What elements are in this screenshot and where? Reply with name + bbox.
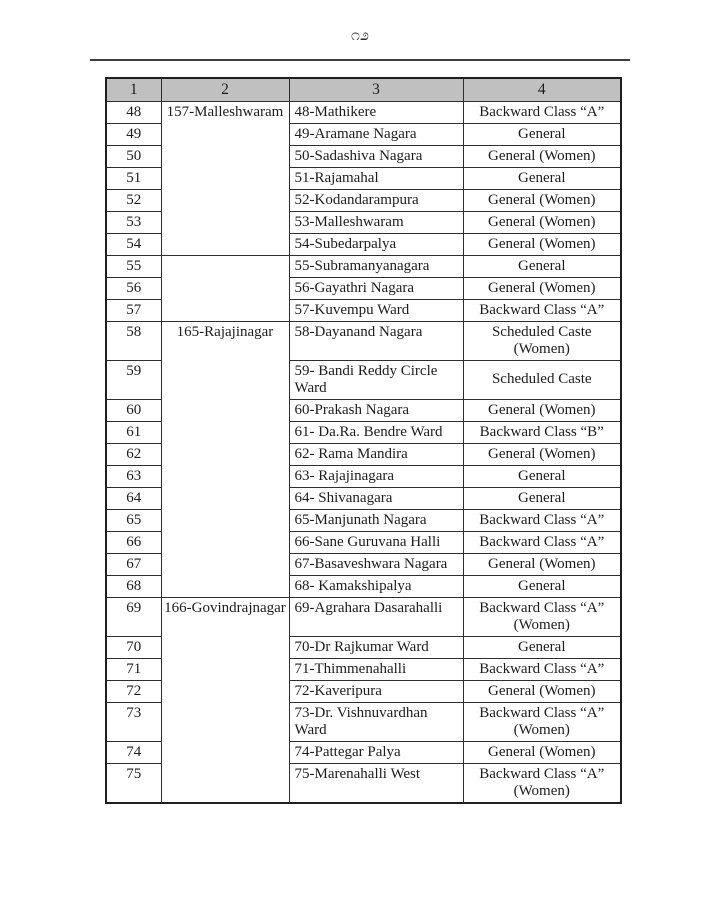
ward-name-cell: 58-Dayanand Nagara	[289, 321, 463, 360]
ward-name-cell: 49-Aramane Nagara	[289, 123, 463, 145]
constituency-cell	[161, 255, 289, 321]
header-rule	[90, 59, 630, 61]
serial-number-cell: 67	[106, 553, 161, 575]
reservation-category-cell: General (Women)	[463, 741, 621, 763]
serial-number-cell: 58	[106, 321, 161, 360]
ward-name-cell: 66-Sane Guruvana Halli	[289, 531, 463, 553]
table-row	[106, 101, 621, 123]
ward-name-cell: 64- Shivanagara	[289, 487, 463, 509]
page-number: ೧೨	[351, 27, 369, 44]
constituency-cell: 157-Malleshwaram	[161, 101, 289, 255]
reservation-category-cell: General (Women)	[463, 680, 621, 702]
reservation-category-cell: General (Women)	[463, 399, 621, 421]
reservation-category-cell: Backward Class “A” (Women)	[463, 597, 621, 636]
ward-name-cell: 73-Dr. Vishnuvardhan Ward	[289, 702, 463, 741]
serial-number-cell: 69	[106, 597, 161, 636]
ward-name-cell: 57-Kuvempu Ward	[289, 299, 463, 321]
reservation-category-cell: General (Women)	[463, 145, 621, 167]
ward-name-cell: 72-Kaveripura	[289, 680, 463, 702]
reservation-category-cell: Backward Class “A”	[463, 531, 621, 553]
serial-number-cell: 70	[106, 636, 161, 658]
ward-name-cell: 67-Basaveshwara Nagara	[289, 553, 463, 575]
reservation-category-cell: General	[463, 465, 621, 487]
reservation-category-cell: Backward Class “A” (Women)	[463, 763, 621, 803]
reservation-category-cell: General (Women)	[463, 211, 621, 233]
serial-number-cell: 72	[106, 680, 161, 702]
ward-name-cell: 65-Manjunath Nagara	[289, 509, 463, 531]
reservation-category-cell: Backward Class “B”	[463, 421, 621, 443]
reservation-category-cell: Backward Class “A”	[463, 658, 621, 680]
reservation-category-cell: General	[463, 575, 621, 597]
serial-number-cell: 54	[106, 233, 161, 255]
ward-name-cell: 56-Gayathri Nagara	[289, 277, 463, 299]
serial-number-cell: 55	[106, 255, 161, 277]
serial-number-cell: 66	[106, 531, 161, 553]
reservation-category-cell: Backward Class “A”	[463, 299, 621, 321]
serial-number-cell: 62	[106, 443, 161, 465]
table-row	[106, 321, 621, 360]
constituency-cell: 165-Rajajinagar	[161, 321, 289, 597]
ward-name-cell: 74-Pattegar Palya	[289, 741, 463, 763]
ward-name-cell: 71-Thimmenahalli	[289, 658, 463, 680]
reservation-category-cell: General	[463, 487, 621, 509]
table-header-row	[106, 78, 621, 101]
serial-number-cell: 48	[106, 101, 161, 123]
reservation-category-cell: General (Women)	[463, 553, 621, 575]
serial-number-cell: 50	[106, 145, 161, 167]
serial-number-cell: 68	[106, 575, 161, 597]
column-header: 3	[289, 78, 463, 101]
ward-name-cell: 48-Mathikere	[289, 101, 463, 123]
column-header: 2	[161, 78, 289, 101]
serial-number-cell: 75	[106, 763, 161, 803]
ward-name-cell: 50-Sadashiva Nagara	[289, 145, 463, 167]
reservation-category-cell: General	[463, 636, 621, 658]
serial-number-cell: 65	[106, 509, 161, 531]
serial-number-cell: 56	[106, 277, 161, 299]
ward-name-cell: 63- Rajajinagara	[289, 465, 463, 487]
constituency-cell: 166-Govindrajnagar	[161, 597, 289, 803]
reservation-category-cell: Backward Class “A”	[463, 509, 621, 531]
serial-number-cell: 60	[106, 399, 161, 421]
ward-name-cell: 60-Prakash Nagara	[289, 399, 463, 421]
reservation-category-cell: Backward Class “A”	[463, 101, 621, 123]
serial-number-cell: 74	[106, 741, 161, 763]
serial-number-cell: 63	[106, 465, 161, 487]
ward-name-cell: 61- Da.Ra. Bendre Ward	[289, 421, 463, 443]
ward-name-cell: 59- Bandi Reddy Circle Ward	[289, 360, 463, 399]
ward-name-cell: 53-Malleshwaram	[289, 211, 463, 233]
ward-name-cell: 68- Kamakshipalya	[289, 575, 463, 597]
ward-name-cell: 70-Dr Rajkumar Ward	[289, 636, 463, 658]
serial-number-cell: 51	[106, 167, 161, 189]
reservation-category-cell: Backward Class “A” (Women)	[463, 702, 621, 741]
reservation-category-cell: General (Women)	[463, 277, 621, 299]
reservation-category-cell: General (Women)	[463, 233, 621, 255]
ward-name-cell: 69-Agrahara Dasarahalli	[289, 597, 463, 636]
ward-name-cell: 54-Subedarpalya	[289, 233, 463, 255]
serial-number-cell: 49	[106, 123, 161, 145]
serial-number-cell: 73	[106, 702, 161, 741]
serial-number-cell: 59	[106, 360, 161, 399]
serial-number-cell: 64	[106, 487, 161, 509]
reservation-category-cell: Scheduled Caste	[463, 360, 621, 399]
ward-name-cell: 75-Marenahalli West	[289, 763, 463, 803]
serial-number-cell: 71	[106, 658, 161, 680]
reservation-category-cell: Scheduled Caste (Women)	[463, 321, 621, 360]
serial-number-cell: 53	[106, 211, 161, 233]
ward-reservation-table	[105, 77, 622, 804]
serial-number-cell: 52	[106, 189, 161, 211]
serial-number-cell: 61	[106, 421, 161, 443]
reservation-category-cell: General	[463, 255, 621, 277]
reservation-category-cell: General (Women)	[463, 443, 621, 465]
table-row	[106, 255, 621, 277]
ward-name-cell: 62- Rama Mandira	[289, 443, 463, 465]
reservation-category-cell: General	[463, 167, 621, 189]
serial-number-cell: 57	[106, 299, 161, 321]
table-row	[106, 597, 621, 636]
ward-name-cell: 55-Subramanyanagara	[289, 255, 463, 277]
column-header: 4	[463, 78, 621, 101]
ward-name-cell: 51-Rajamahal	[289, 167, 463, 189]
reservation-category-cell: General (Women)	[463, 189, 621, 211]
ward-name-cell: 52-Kodandarampura	[289, 189, 463, 211]
column-header: 1	[106, 78, 161, 101]
reservation-category-cell: General	[463, 123, 621, 145]
